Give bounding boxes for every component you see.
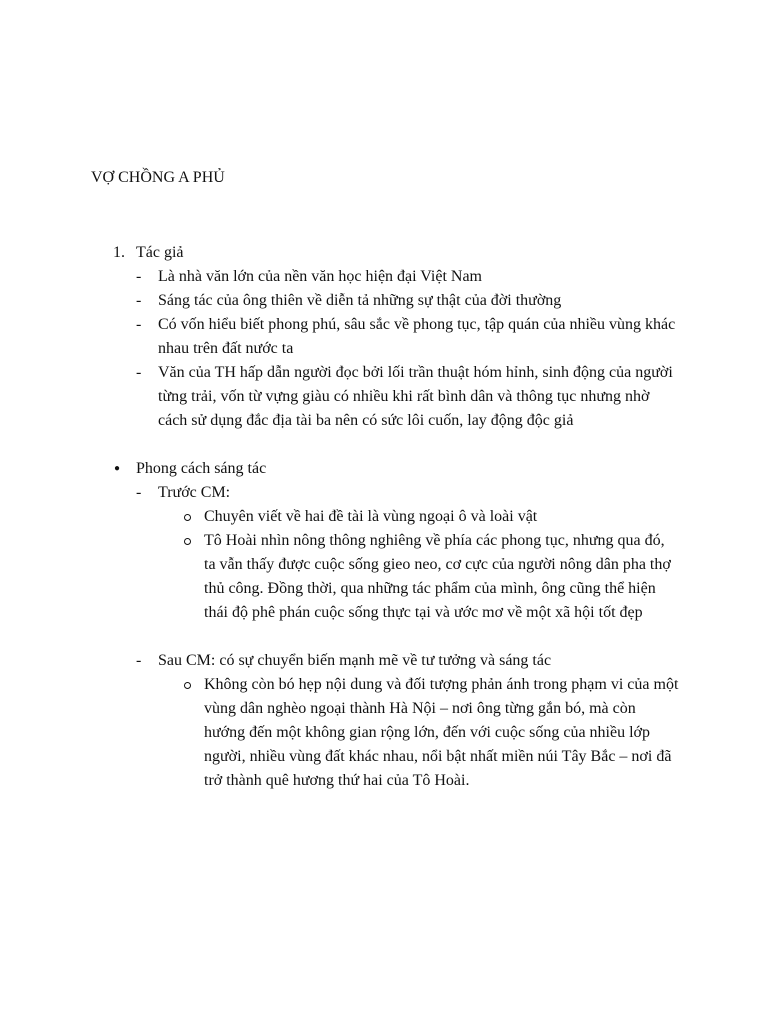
section-1 (0, 241, 768, 265)
disc-bullet: ● (114, 463, 121, 474)
section-2-heading: Phong cách sáng tác (136, 460, 267, 477)
list-number: 1. (113, 244, 125, 261)
document-title: VỢ CHỒNG A PHỦ (91, 169, 225, 186)
dash-bullet: - (136, 484, 142, 501)
list-item (0, 673, 768, 793)
dash-bullet: - (136, 292, 142, 309)
list-item (0, 505, 768, 529)
dash-bullet: - (136, 652, 142, 669)
list-item-text: Không còn bó hẹp nội dung và đối tượng phản ánh trong phạm vi của một vùng dân nghèo ngoại thành Hà Nội – nơi ông từng gắn bó, mà còn hướng đến một không gian rộng lớn, đến với cuộc sống của nhiều lớp người, nhiều vùng đất khác nhau, nổi bật nhất miền núi Tây Bắc – nơi đã trở thành quê hương thứ hai của Tô Hoài. (204, 676, 679, 789)
list-item-text: Chuyên viết về hai đề tài là vùng ngoại ô và loài vật (204, 508, 538, 525)
before-revolution-label: Trước CM: (158, 484, 231, 501)
list-item (0, 649, 768, 673)
circle-bullet (184, 529, 191, 553)
list-item (0, 361, 768, 457)
list-item-text: Là nhà văn lớn của nền văn học hiện đại Việt Nam (158, 268, 482, 285)
dash-bullet: - (136, 316, 142, 333)
list-item (0, 529, 768, 649)
list-item-text: Văn của TH hấp dẫn người đọc bởi lối trần thuật hóm hỉnh, sinh động của người từng trải, vốn từ vựng giàu có nhiều khi rất bình dân và thông tục nhưng nhờ cách sử dụng đắc địa tài ba nên có sức lôi cuốn, lay động độc giả (158, 364, 673, 429)
after-revolution-label: Sau CM: có sự chuyển biến mạnh mẽ về tư tưởng và sáng tác (158, 652, 552, 669)
section-1-heading: Tác giả (136, 244, 184, 261)
circle-bullet (184, 673, 191, 697)
list-item (0, 265, 768, 289)
list-item (0, 289, 768, 313)
dash-bullet: - (136, 364, 142, 381)
list-item (0, 481, 768, 505)
list-item-text: Có vốn hiểu biết phong phú, sâu sắc về phong tục, tập quán của nhiều vùng khác nhau trên đất nước ta (158, 316, 676, 357)
dash-bullet: - (136, 268, 142, 285)
list-item-text: Sáng tác của ông thiên về diễn tả những sự thật của đời thường (158, 292, 562, 309)
list-item-text: Tô Hoài nhìn nông thông nghiêng về phía các phong tục, nhưng qua đó, ta vẫn thấy được cuộc sống gieo neo, cơ cực của người nông dân pha thợ thủ công. Đồng thời, qua những tác phẩm của mình, ông cũng thể hiện thái độ phê phán cuộc sống thực tại và ước mơ về một xã hội tốt đẹp (204, 532, 671, 621)
section-2 (0, 457, 768, 481)
list-item (0, 313, 768, 361)
circle-bullet (184, 505, 191, 529)
